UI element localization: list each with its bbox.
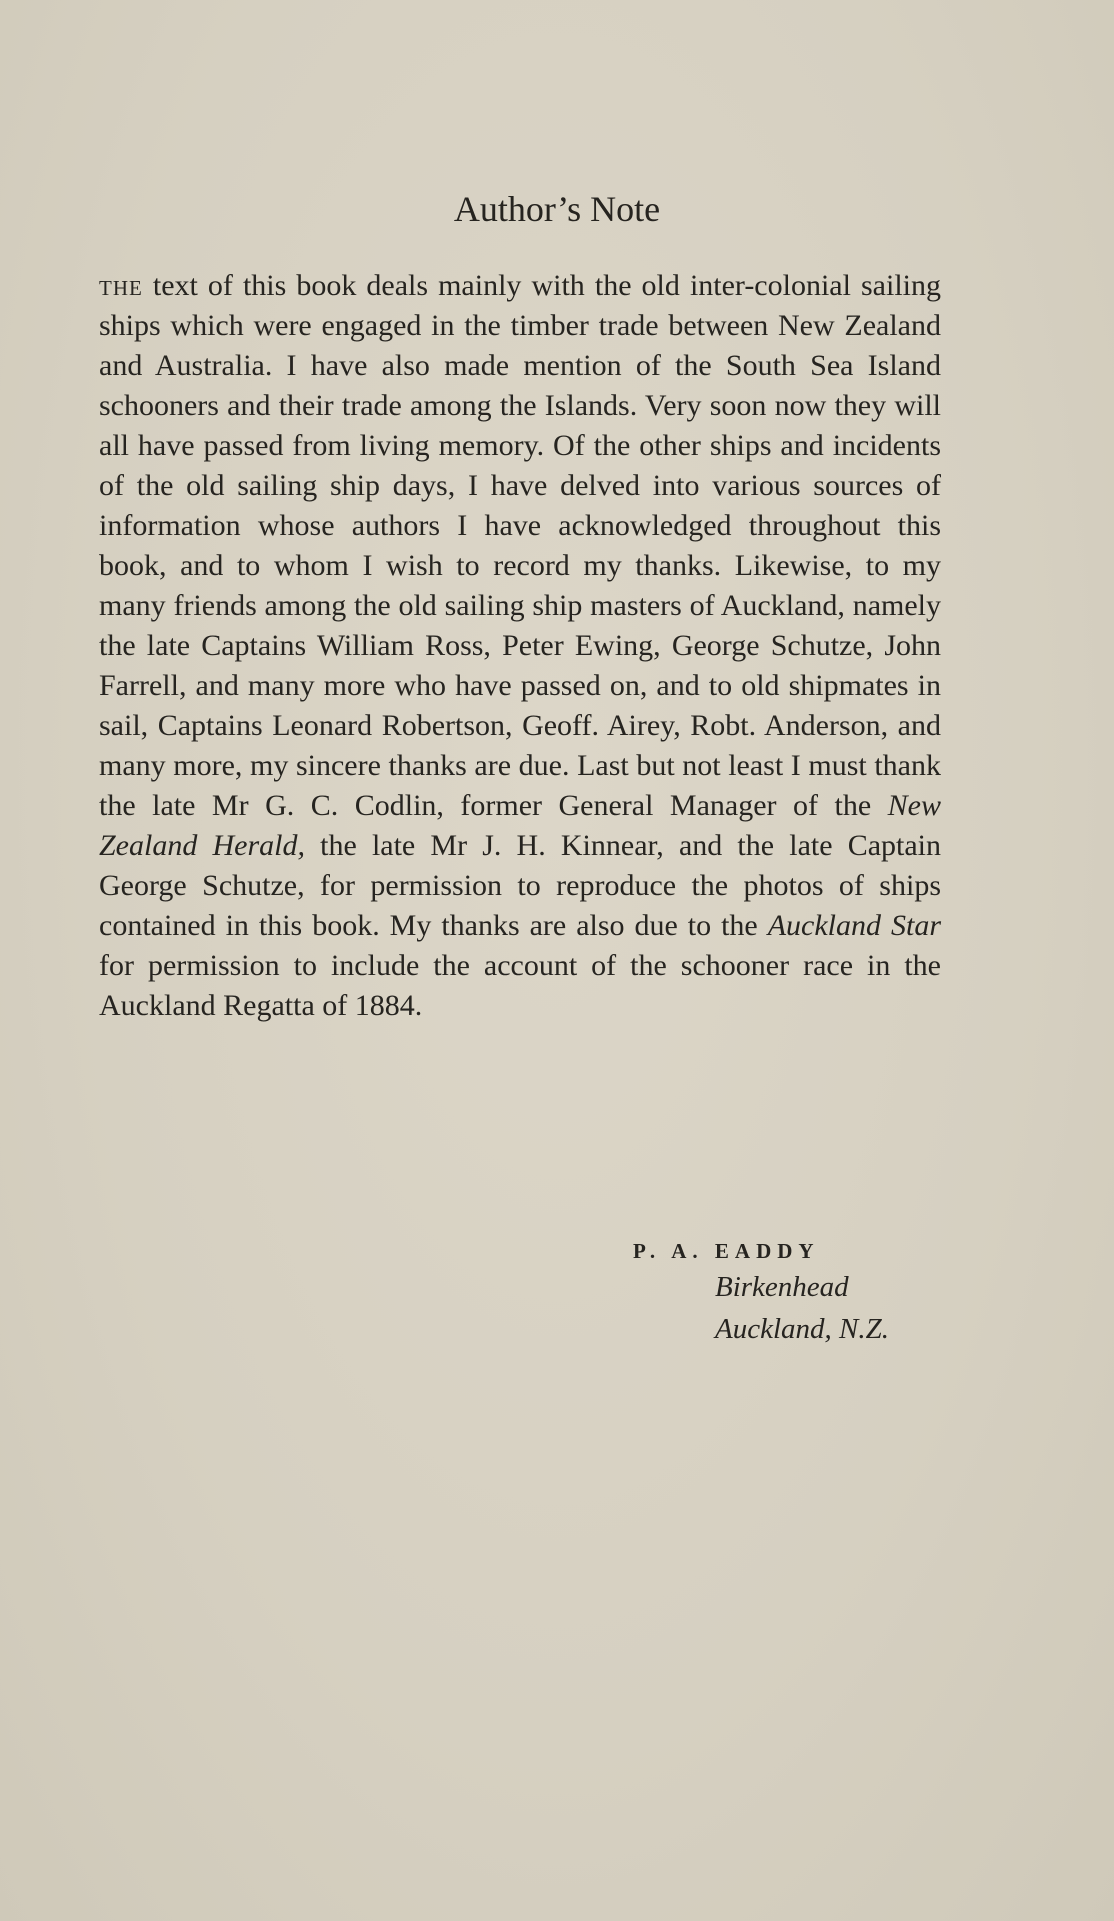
body-text-2: the late Mr J. H. Kinnear, and the late Captain George Schutze, for permission to reproduce the photos of ships contained in this book. My thanks are also due to the: [99, 829, 941, 942]
page-title: Author’s Note: [453, 189, 661, 229]
body-text-3: for permission to include the account of the schooner race in the Auckland Regatta of 1884.: [99, 949, 941, 1022]
body-italic-newspaper-1: New Zealand Herald,: [99, 789, 941, 862]
author-name: P. A. EADDY: [633, 1239, 820, 1263]
place-line-1: Birkenhead: [715, 1271, 849, 1303]
lead-word: the: [99, 269, 143, 302]
body-paragraph: [99, 266, 941, 1026]
body-text-1: text of this book deals mainly with the old inter-colonial sailing ships which were engaged in the timber trade between New Zealand and Australia. I have also made mention of the South Sea Island schooners and their trade among the Islands. Very soon now they will all have passed from living memory. Of the other ships and incidents of the old sailing ship days, I have delved into various sources of information whose authors I have acknowledged throughout this book, and to whom I wish to record my thanks. Likewise, to my many friends among the old sailing ship masters of Auckland, namely the late Captains William Ross, Peter Ewing, George Schutze, John Farrell, and many more who have passed on, and to old shipmates in sail, Captains Leonard Robertson, Geoff. Airey, Robt. Anderson, and many more, my sincere thanks are due. Last but not least I must thank the late Mr G. C. Codlin, former General Manager of the: [99, 269, 941, 822]
signature-block: [633, 1236, 889, 1350]
body-italic-newspaper-2: Auckland Star: [767, 909, 941, 942]
place-line-2: Auckland, N.Z.: [715, 1313, 889, 1345]
